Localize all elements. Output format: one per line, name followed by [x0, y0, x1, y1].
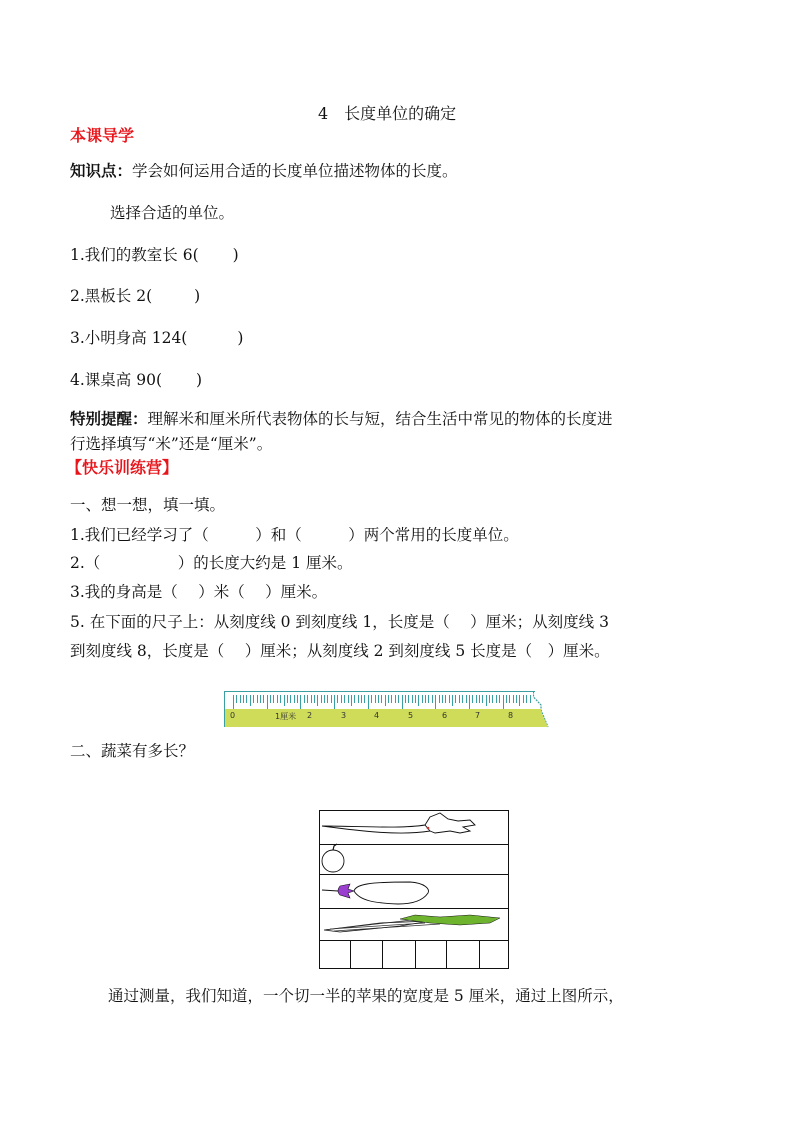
question-5-line-2: 到刻度线 8，长度是（ ）厘米；从刻度线 2 到刻度线 5 长度是（ ）厘米。 [70, 642, 610, 660]
page-title: 4 长度单位的确定 [318, 104, 457, 123]
ruler-label-2: 2 [307, 711, 313, 720]
ruler-label-5: 5 [408, 711, 414, 720]
guide-item-2: 2.黑板长 2( ) [70, 287, 201, 305]
guide-item-3: 3.小明身高 124( ) [70, 329, 244, 347]
guide-heading: 本课导学 [70, 126, 135, 145]
question-1: 1.我们已经学习了（ ）和（ ）两个常用的长度单位。 [70, 526, 519, 544]
ruler-ticks [224, 691, 535, 710]
part2-title: 二、蔬菜有多长？ [70, 742, 195, 760]
vegetables-illustration [320, 811, 510, 941]
apple-icon [322, 844, 344, 872]
reminder: 特别提醒：理解米和厘米所代表物体的长与短，结合生活中常见的物体的长度进 [70, 410, 613, 428]
ruler-label-8: 8 [508, 711, 514, 720]
reminder-label: 特别提醒： [70, 410, 148, 428]
ruler-label-6: 6 [442, 711, 448, 720]
question-2: 2.（ ）的长度大约是 1 厘米。 [70, 554, 353, 572]
carrot-icon [322, 813, 475, 833]
part2-text: 通过测量，我们知道，一个切一半的苹果的宽度是 5 厘米，通过上图所示， [108, 987, 624, 1005]
knowledge-text: 学会如何运用合适的长度单位描述物体的长度。 [132, 162, 458, 180]
vegetable-figure [319, 810, 509, 969]
ruler-label-3: 3 [341, 711, 347, 720]
reminder-line-2: 行选择填写“米”还是“厘米”。 [70, 435, 273, 453]
instruction: 选择合适的单位。 [110, 204, 235, 222]
guide-item-1: 1.我们的教室长 6( ) [70, 246, 239, 264]
eggplant-icon [322, 882, 428, 904]
knowledge-point [70, 161, 458, 181]
ruler-label-0: 0 [230, 711, 236, 720]
question-5-line-1: 5. 在下面的尺子上：从刻度线 0 到刻度线 1，长度是（ ）厘米；从刻度线 3 [70, 613, 609, 631]
ruler-label-1: 1厘米 [275, 712, 297, 721]
ruler-label-4: 4 [374, 711, 380, 720]
celery-icon [324, 915, 500, 932]
guide-item-4: 4.课桌高 90( ) [70, 371, 203, 389]
knowledge-label: 知识点： [70, 162, 133, 180]
part1-title: 一、想一想，填一填。 [70, 496, 226, 514]
ruler-number-strip [224, 709, 541, 727]
question-3: 3.我的身高是（ ）米（ ）厘米。 [70, 583, 328, 601]
practice-heading: 【快乐训练营】 [66, 458, 179, 477]
ruler-figure [224, 691, 548, 728]
ruler-label-7: 7 [475, 711, 481, 720]
